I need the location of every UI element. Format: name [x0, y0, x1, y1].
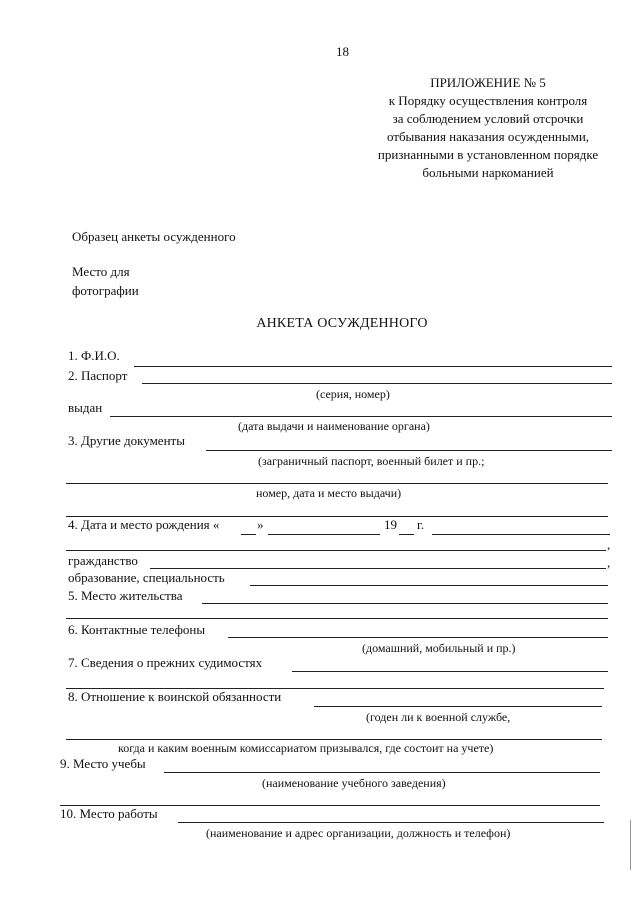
comma: ,	[607, 555, 611, 570]
passport-note: (серия, номер)	[316, 387, 390, 401]
photo-placeholder	[72, 262, 139, 300]
scan-edge-mark	[630, 820, 631, 870]
passport-line[interactable]	[142, 383, 612, 384]
birth-place-line[interactable]	[432, 534, 610, 535]
military-note: (годен ли к военной службе,	[366, 710, 511, 724]
citizenship-label: гражданство	[68, 553, 138, 568]
birth-year-line[interactable]	[399, 534, 414, 535]
birth-year-label: 19	[384, 517, 397, 532]
birth-month-line[interactable]	[268, 534, 380, 535]
military-line[interactable]	[314, 706, 602, 707]
issued-label: выдан	[68, 400, 103, 415]
appendix-line: ПРИЛОЖЕНИЕ № 5	[430, 75, 546, 90]
residence-line[interactable]	[202, 603, 608, 604]
other-docs-label: 3. Другие документы	[68, 433, 185, 448]
residence-line-2[interactable]	[66, 618, 608, 619]
military-label: 8. Отношение к воинской обязанности	[68, 689, 282, 704]
other-docs-note-2: номер, дата и место выдачи)	[256, 486, 402, 500]
appendix-line: за соблюдением условий отсрочки	[392, 111, 584, 126]
issued-note: (дата выдачи и наименование органа)	[238, 419, 430, 433]
phones-note: (домашний, мобильный и пр.)	[362, 641, 516, 655]
fio-label: 1. Ф.И.О.	[68, 348, 120, 363]
military-note-2: когда и каким военным комиссариатом призывался, где состоит на учете)	[118, 741, 494, 755]
phones-line[interactable]	[228, 637, 608, 638]
photo-line: фотографии	[72, 283, 139, 298]
page-number: 18	[336, 44, 349, 59]
issued-line[interactable]	[110, 416, 612, 417]
work-note: (наименование и адрес организации, должность и телефон)	[206, 826, 511, 840]
citizenship-line[interactable]	[150, 568, 606, 569]
other-docs-line-2[interactable]	[66, 483, 608, 484]
fio-line[interactable]	[134, 366, 612, 367]
other-docs-line[interactable]	[206, 450, 612, 451]
study-note: (наименование учебного заведения)	[262, 776, 446, 790]
birth-label: 4. Дата и место рождения «	[68, 517, 220, 532]
appendix-line: признанными в установленном порядке	[377, 147, 599, 162]
birth-day-line[interactable]	[241, 534, 256, 535]
appendix-line: больными наркоманией	[422, 165, 554, 180]
study-label: 9. Место учебы	[60, 756, 146, 771]
study-line[interactable]	[164, 772, 600, 773]
phones-label: 6. Контактные телефоны	[68, 622, 206, 637]
work-line[interactable]	[178, 822, 604, 823]
passport-label: 2. Паспорт	[68, 368, 128, 383]
education-label: образование, специальность	[68, 570, 225, 585]
military-line-2[interactable]	[66, 739, 602, 740]
photo-line: Место для	[72, 264, 130, 279]
appendix-header	[360, 74, 616, 182]
residence-label: 5. Место жительства	[68, 588, 183, 603]
appendix-line: отбывания наказания осужденными,	[386, 129, 590, 144]
sample-title: Образец анкеты осужденного	[72, 229, 236, 244]
work-label: 10. Место работы	[60, 806, 158, 821]
appendix-line: к Порядку осуществления контроля	[388, 93, 588, 108]
comma: ,	[607, 537, 611, 552]
birth-year-suffix: г.	[417, 517, 425, 532]
other-docs-note: (заграничный паспорт, военный билет и пр.;	[258, 454, 485, 468]
form-title: АНКЕТА ОСУЖДЕННОГО	[256, 316, 428, 331]
convictions-label: 7. Сведения о прежних судимостях	[68, 655, 263, 670]
convictions-line[interactable]	[292, 671, 608, 672]
education-line[interactable]	[250, 585, 608, 586]
birth-place-line-2[interactable]	[66, 550, 606, 551]
birth-quote-close: »	[257, 517, 264, 532]
